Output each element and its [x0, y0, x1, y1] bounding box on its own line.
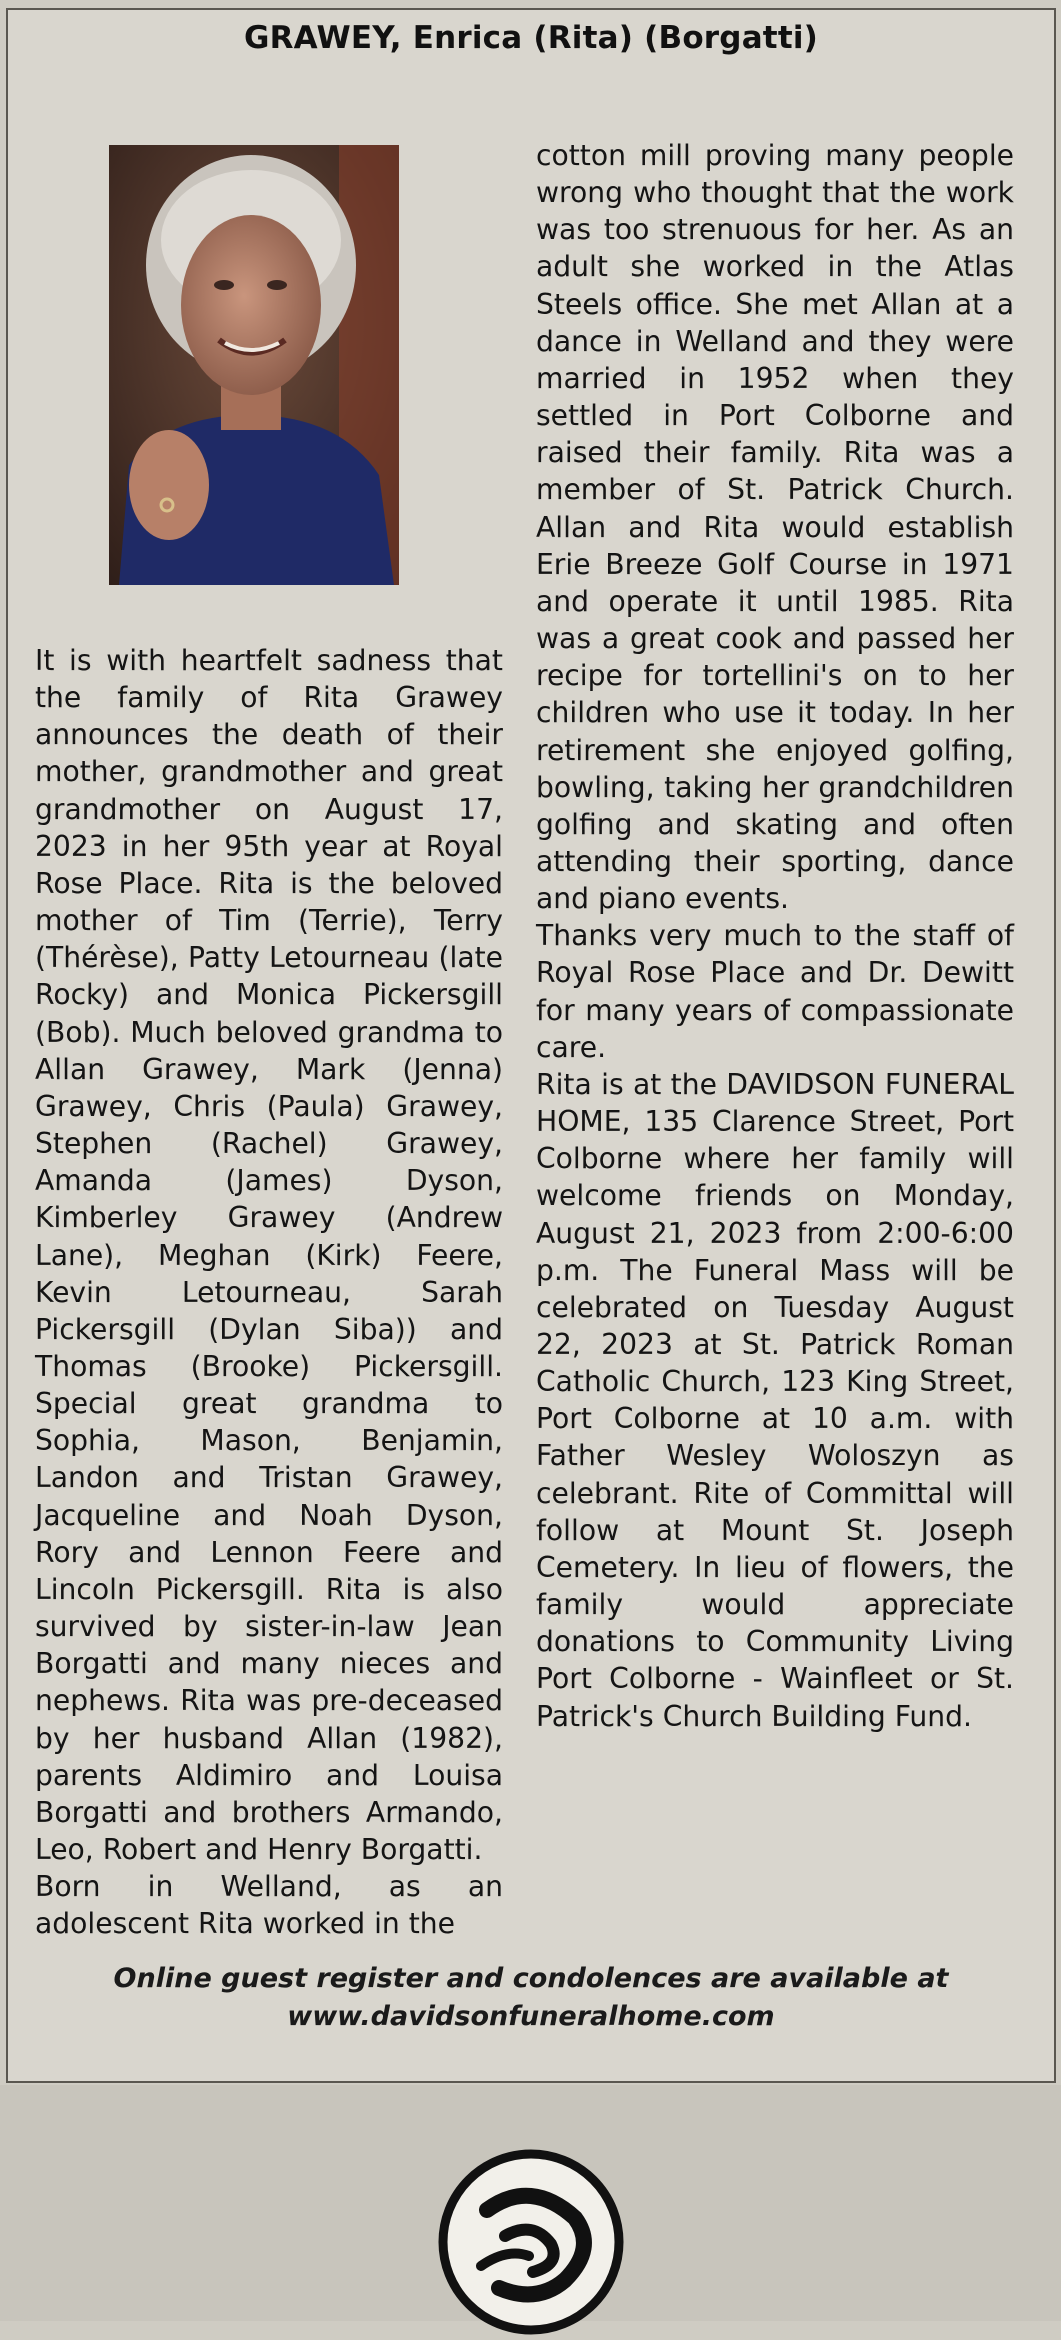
obituary-paragraph: Born in Welland, as an adolescent Rita worked in the: [35, 1870, 503, 1941]
obituary-title: GRAWEY, Enrica (Rita) (Borgatti): [243, 20, 819, 56]
obituary-paragraph: cotton mill proving many people wrong who thought that the work was too strenuous for her. As an adult she worked in the Atlas Steels office. She met Allan at a dance in Welland and they were married in 1952 when they settled in Port Colborne and raised their family. Rita was a member of St. Patrick Church. Allan and Rita would establish Erie Breeze Golf Course in 1971 and operate it until 1985. Rita was a great cook and passed her recipe for tortellini's on to her children who use it today. In her retirement she enjoyed golfing, bowling, taking her grandchildren golfing and skating and often attending their sporting, dance and piano events.: [536, 139, 1014, 916]
funeral-home-website-link[interactable]: www.davidsonfuneralhome.com: [287, 2001, 775, 2032]
obituary-paragraph: It is with heartfelt sadness that the family of Rita Grawey announces the death of their mother, grandmother and great grandmother on August 17, 2023 in her 95th year at Royal Rose Place. Rita is the beloved mother of Tim (Terrie), Terry (Thérèse), Patty Letourneau (late Rocky) and Monica Pickersgill (Bob). Much beloved grandma to Allan Grawey, Mark (Jenna) Grawey, Chris (Paula) Grawey, Stephen (Rachel) Grawey, Amanda (James) Dyson, Kimberley Grawey (Andrew Lane), Meghan (Kirk) Feere, Kevin Letourneau, Sarah Pickersgill (Dylan Siba)) and Thomas (Brooke) Pickersgill. Special great grandma to Sophia, Mason, Benjamin, Landon and Tristan Grawey, Jacqueline and Noah Dyson, Rory and Lennon Feere and Lincoln Pickersgill. Rita is also survived by sister-in-law Jean Borgatti and many nieces and nephews. Rita was pre-deceased by her husband Allan (1982), parents Aldimiro and Louisa Borgatti and brothers Armando, Leo, Robert and Henry Borgatti.: [35, 644, 503, 1866]
obituary-column-right: [536, 137, 1014, 1735]
obituary-paragraph: Rita is at the DAVIDSON FUNERAL HOME, 135 Clarence Street, Port Colborne where her family will welcome friends on Monday, August 21, 2023 from 2:00-6:00 p.m. The Funeral Mass will be celebrated on Tuesday August 22, 2023 at St. Patrick Roman Catholic Church, 123 King Street, Port Colborne at 10 a.m. with Father Wesley Woloszyn as celebrant. Rite of Committal will follow at Mount St. Joseph Cemetery. In lieu of flowers, the family would appreciate donations to Community Living Port Colborne - Wainfleet or St. Patrick's Church Building Fund.: [536, 1067, 1014, 1733]
obituary-notice: [6, 8, 1056, 2083]
online-register-text: Online guest register and condolences are available at: [113, 1963, 949, 1994]
portrait-photo: [109, 145, 399, 585]
online-register-note: [8, 1960, 1054, 2036]
obituary-column-left: [35, 642, 503, 1942]
obituary-paragraph: Thanks very much to the staff of Royal Rose Place and Dr. Dewitt for many years of compassionate care.: [536, 919, 1014, 1064]
funeral-home-monogram-logo-icon: [437, 2148, 625, 2336]
